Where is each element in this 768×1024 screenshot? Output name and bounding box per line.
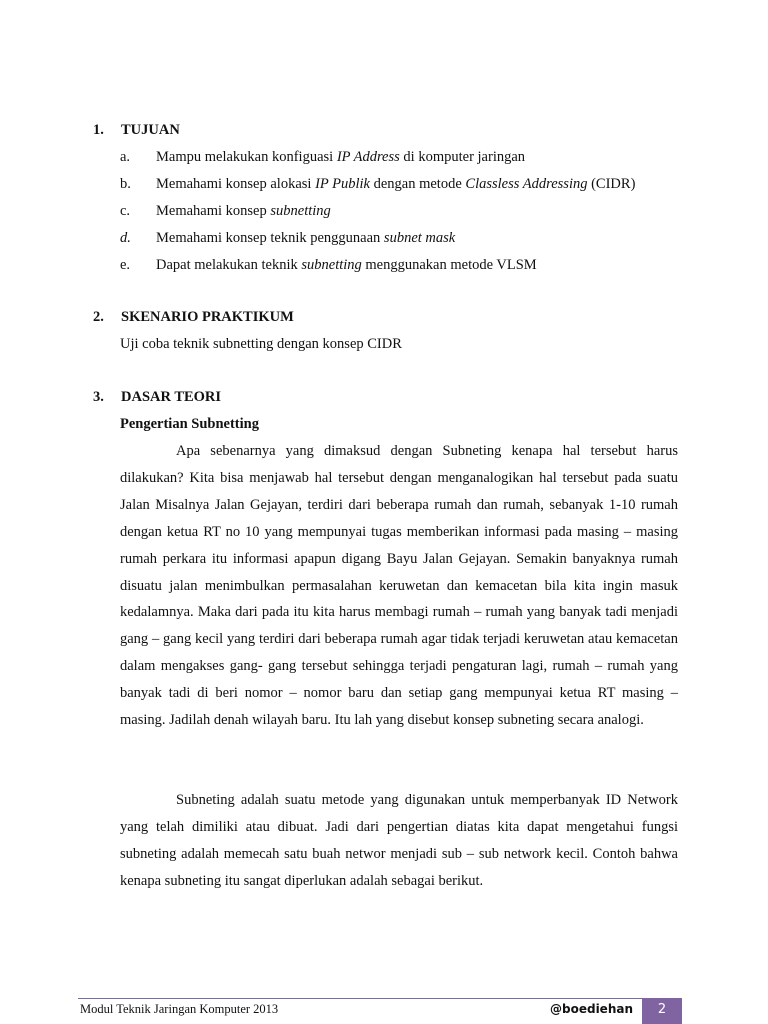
goal-text: Memahami konsep subnetting [156,203,331,219]
section-number: 3. [93,389,104,405]
goal-letter: e. [120,257,131,273]
goal-letter: d. [120,230,131,246]
section-number: 2. [93,309,104,325]
goal-letter: a. [120,149,131,165]
goal-text: Memahami konsep alokasi IP Publik dengan metode Classless Addressing (CIDR) [156,176,636,192]
paragraph-definisi: Subneting adalah suatu metode yang digunakan untuk memperbanyak ID Network yang telah dimiliki atau dibuat. Jadi dari pengertian diatas kita dapat mengetahui fungsi subneting adalah memecah satu buah networ menjadi sub – sub network kecil. Contoh bahwa kenapa subneting itu sangat diperlukan adalah sebagai berikut. [120,792,678,889]
skenario-text: Uji coba teknik subnetting dengan konsep CIDR [120,336,402,352]
footer-author-handle: @boediehan [550,1002,633,1016]
goal-letter: c. [120,203,131,219]
goal-letter: b. [120,176,131,192]
section-title: SKENARIO PRAKTIKUM [121,309,294,325]
page-number-badge: 2 [642,998,682,1024]
subheading-pengertian-subnetting: Pengertian Subnetting [120,416,259,432]
section-title: DASAR TEORI [121,389,222,405]
paragraph-analogi: Apa sebenarnya yang dimaksud dengan Subneting kenapa hal tersebut harus dilakukan? Kita bisa menjawab hal tersebut dengan menganalogikan hal tersebut pada suatu Jalan Misalnya Jalan Gejayan, terdiri dari beberapa rumah dan rumah, sebanyak 1-10 rumah dengan ketua RT no 10 yang mempunyai tugas memberikan informasi pada masing – masing rumah perkara itu informasi apapun digang Bayu Jalan Gejayan. Semakin banyaknya rumah disuatu jalan menimbulkan permasalahan keruwetan dan kemacetan bila kita ingin masuk kedalamnya. Maka dari pada itu kita harus membagi rumah – rumah yang banyak tadi menjadi gang – gang kecil yang terdiri dari beberapa rumah agar tidak terjadi keruwetan atau kemacetan dalam mengakses gang- gang tersebut sehingga terjadi pengaturan lagi, rumah – rumah yang banyak tadi di beri nomor – nomor baru dan setiap gang mempunyai ketua RT masing – masing. Jadilah denah wilayah baru. Itu lah yang disebut konsep subneting secara analogi. [120,443,678,729]
section-number: 1. [93,122,104,138]
goal-text: Mampu melakukan konfiguasi IP Address di komputer jaringan [156,149,526,165]
section-title: TUJUAN [121,122,180,138]
goal-text: Memahami konsep teknik penggunaan subnet mask [156,230,456,246]
goal-text: Dapat melakukan teknik subnetting menggunakan metode VLSM [156,257,537,273]
footer-module-title: Modul Teknik Jaringan Komputer 2013 [80,1002,279,1016]
footer-divider [78,998,681,999]
